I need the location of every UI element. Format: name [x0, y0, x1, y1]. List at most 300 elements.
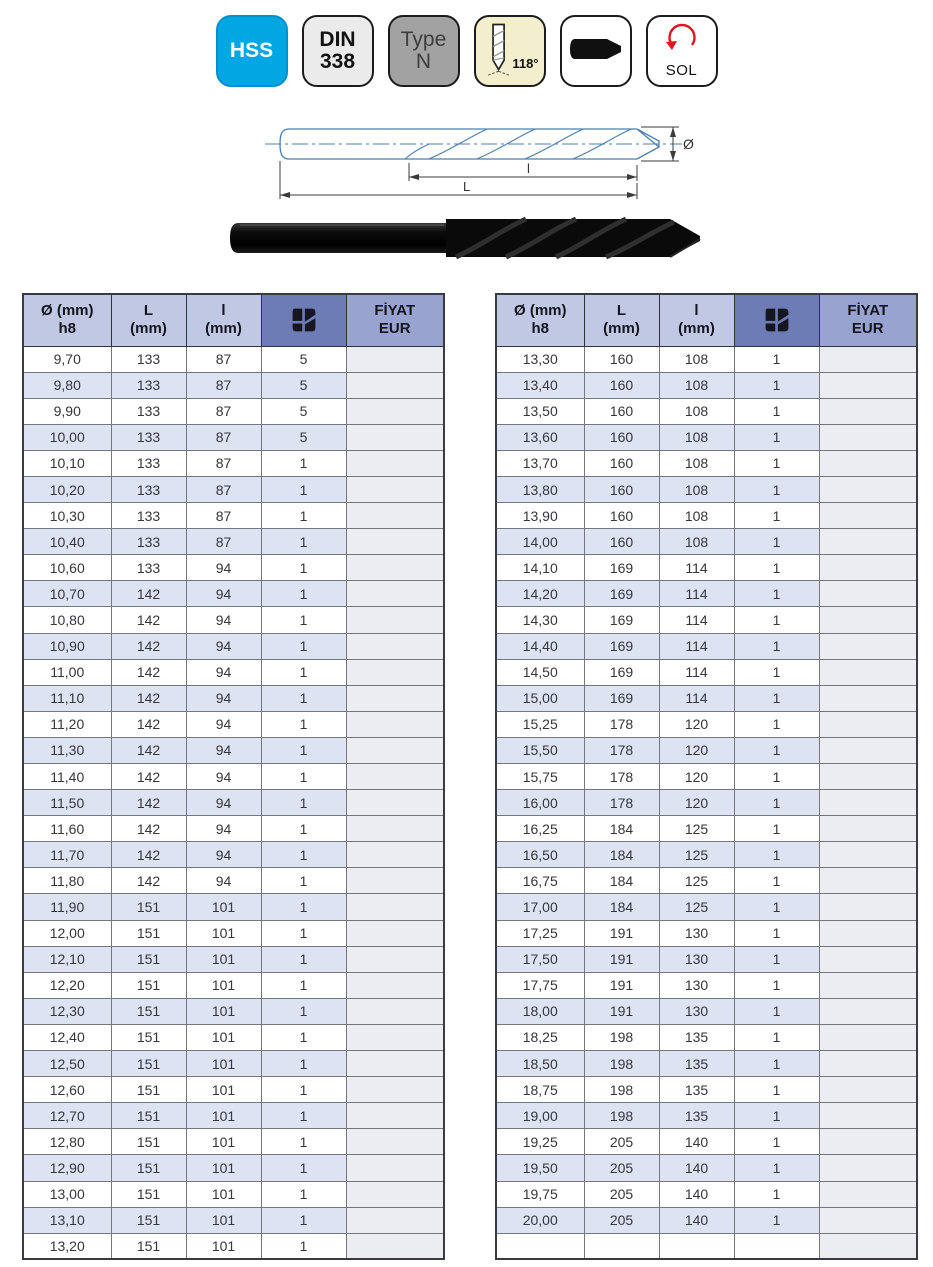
table-row [496, 737, 917, 763]
length-cell: 151 [111, 920, 186, 946]
length-cell: 142 [111, 607, 186, 633]
price-cell [346, 476, 444, 502]
flute-length-cell: 87 [186, 450, 261, 476]
din-338-badge [302, 15, 374, 87]
length-cell: 169 [584, 607, 659, 633]
pack-qty-cell: 1 [734, 476, 819, 502]
price-cell [819, 633, 917, 659]
flute-length-cell: 101 [186, 1129, 261, 1155]
length-cell: 133 [111, 555, 186, 581]
diameter-cell: 13,50 [496, 398, 584, 424]
length-cell: 198 [584, 1024, 659, 1050]
type-label-line2: N [415, 50, 432, 73]
diameter-cell: 19,50 [496, 1155, 584, 1181]
price-cell [346, 842, 444, 868]
pack-qty-cell: 1 [261, 790, 346, 816]
price-cell [346, 972, 444, 998]
diameter-cell: 14,30 [496, 607, 584, 633]
diameter-cell: 13,70 [496, 450, 584, 476]
table-row [23, 816, 444, 842]
table-row [496, 946, 917, 972]
diameter-cell: 12,70 [23, 1103, 111, 1129]
flute-length-cell: 94 [186, 816, 261, 842]
table-row [23, 1207, 444, 1233]
diameter-cell: 15,00 [496, 685, 584, 711]
price-cell [346, 1129, 444, 1155]
length-cell: 160 [584, 424, 659, 450]
price-cell [346, 346, 444, 372]
table-body-right [496, 346, 917, 1259]
flute-length-cell: 87 [186, 398, 261, 424]
table-row [23, 1077, 444, 1103]
price-cell [346, 1181, 444, 1207]
length-cell: 142 [111, 659, 186, 685]
diameter-cell: 10,80 [23, 607, 111, 633]
flute-length-cell: 140 [659, 1129, 734, 1155]
flute-length-cell: 101 [186, 1233, 261, 1259]
length-cell: 160 [584, 476, 659, 502]
price-cell [346, 737, 444, 763]
size-table-right [495, 293, 918, 1260]
flute-length-cell: 135 [659, 1051, 734, 1077]
table-row [496, 1103, 917, 1129]
diameter-cell: 18,75 [496, 1077, 584, 1103]
price-cell [819, 920, 917, 946]
pack-qty-cell: 1 [734, 1129, 819, 1155]
col-header-length: L (mm) [584, 294, 659, 346]
pack-qty-cell: 1 [734, 946, 819, 972]
pack-qty-cell: 1 [734, 555, 819, 581]
length-cell: 142 [111, 790, 186, 816]
table-row [23, 581, 444, 607]
flute-length-cell: 108 [659, 450, 734, 476]
table-row [496, 503, 917, 529]
price-cell [346, 424, 444, 450]
table-row [23, 1103, 444, 1129]
diameter-cell: 19,75 [496, 1181, 584, 1207]
length-cell: 160 [584, 503, 659, 529]
flute-length-cell: 94 [186, 659, 261, 685]
length-cell: 178 [584, 711, 659, 737]
col-header-price: FİYAT EUR [346, 294, 444, 346]
diameter-cell: 17,00 [496, 894, 584, 920]
pack-qty-cell: 1 [261, 1024, 346, 1050]
size-tables [0, 293, 933, 1260]
pack-qty-cell: 1 [261, 998, 346, 1024]
table-row [23, 1024, 444, 1050]
pack-qty-cell: 1 [734, 659, 819, 685]
length-cell: 151 [111, 946, 186, 972]
length-cell: 133 [111, 346, 186, 372]
table-row [23, 894, 444, 920]
length-cell: 184 [584, 842, 659, 868]
price-cell [819, 972, 917, 998]
pack-qty-cell: 1 [734, 972, 819, 998]
flute-length-cell: 87 [186, 503, 261, 529]
length-cell: 151 [111, 998, 186, 1024]
price-cell [346, 946, 444, 972]
flute-length-cell: 94 [186, 868, 261, 894]
length-cell: 133 [111, 503, 186, 529]
table-row [496, 346, 917, 372]
pack-qty-cell: 1 [261, 946, 346, 972]
price-cell [819, 450, 917, 476]
length-cell: 151 [111, 1233, 186, 1259]
table-row [496, 581, 917, 607]
table-row [496, 633, 917, 659]
diameter-cell: 18,50 [496, 1051, 584, 1077]
header-row [23, 294, 444, 346]
col-header-pack [261, 294, 346, 346]
diameter-cell: 13,20 [23, 1233, 111, 1259]
diameter-cell: 11,70 [23, 842, 111, 868]
length-cell: 205 [584, 1129, 659, 1155]
price-cell [346, 1207, 444, 1233]
col-header-diameter: Ø (mm) h8 [496, 294, 584, 346]
flute-length-cell: 94 [186, 633, 261, 659]
pack-qty-cell: 1 [261, 1129, 346, 1155]
length-cell: 142 [111, 816, 186, 842]
diameter-cell: 13,10 [23, 1207, 111, 1233]
pack-qty-cell: 1 [261, 607, 346, 633]
length-cell: 133 [111, 529, 186, 555]
length-cell: 133 [111, 450, 186, 476]
table-row [496, 1233, 917, 1259]
price-cell [819, 946, 917, 972]
pack-qty-cell [734, 1233, 819, 1259]
table-row [496, 685, 917, 711]
length-cell: 198 [584, 1103, 659, 1129]
length-cell: 151 [111, 1077, 186, 1103]
pack-qty-cell: 1 [734, 346, 819, 372]
pack-qty-cell: 1 [261, 476, 346, 502]
diameter-dim-label: Ø [682, 136, 694, 152]
price-cell [819, 476, 917, 502]
table-row [496, 1129, 917, 1155]
flute-length-cell: 87 [186, 372, 261, 398]
flute-length-cell: 101 [186, 1155, 261, 1181]
point-angle-label: 118° [512, 56, 539, 72]
price-cell [819, 555, 917, 581]
package-icon [262, 306, 346, 334]
flute-length-cell: 140 [659, 1155, 734, 1181]
pack-qty-cell: 1 [734, 711, 819, 737]
pack-qty-cell: 1 [734, 868, 819, 894]
table-row [23, 633, 444, 659]
diameter-cell: 14,10 [496, 555, 584, 581]
pack-qty-cell: 1 [734, 894, 819, 920]
table-row [496, 659, 917, 685]
pack-qty-cell: 1 [734, 737, 819, 763]
price-cell [819, 790, 917, 816]
pack-qty-cell: 1 [261, 1233, 346, 1259]
diameter-cell: 11,80 [23, 868, 111, 894]
diameter-cell: 11,20 [23, 711, 111, 737]
col-header-diameter: Ø (mm) h8 [23, 294, 111, 346]
flute-length-cell: 114 [659, 659, 734, 685]
diameter-cell: 10,40 [23, 529, 111, 555]
table-row [496, 529, 917, 555]
diameter-cell: 19,00 [496, 1103, 584, 1129]
table-row [496, 1155, 917, 1181]
price-cell [346, 1103, 444, 1129]
flute-length-cell: 114 [659, 607, 734, 633]
price-cell [346, 764, 444, 790]
length-cell: 169 [584, 685, 659, 711]
table-row [496, 398, 917, 424]
flute-length-cell: 114 [659, 581, 734, 607]
pack-qty-cell: 1 [734, 685, 819, 711]
table-row [23, 1051, 444, 1077]
flute-length-cell: 130 [659, 946, 734, 972]
price-cell [346, 920, 444, 946]
length-cell: 151 [111, 972, 186, 998]
table-row [23, 842, 444, 868]
pack-qty-cell: 1 [734, 1207, 819, 1233]
flute-length-cell: 94 [186, 737, 261, 763]
length-cell: 151 [111, 1051, 186, 1077]
length-cell: 191 [584, 946, 659, 972]
col-header-length: L (mm) [111, 294, 186, 346]
table-row [23, 711, 444, 737]
price-cell [819, 659, 917, 685]
price-cell [819, 1155, 917, 1181]
table-row [23, 346, 444, 372]
price-cell [346, 894, 444, 920]
price-cell [346, 1155, 444, 1181]
flute-length-cell: 94 [186, 790, 261, 816]
diameter-cell: 12,80 [23, 1129, 111, 1155]
header-row [496, 294, 917, 346]
diameter-cell: 10,00 [23, 424, 111, 450]
flute-length-cell: 114 [659, 555, 734, 581]
length-cell: 184 [584, 816, 659, 842]
flute-length-cell: 135 [659, 1103, 734, 1129]
diameter-cell [496, 1233, 584, 1259]
diameter-cell: 14,20 [496, 581, 584, 607]
table-row [23, 1129, 444, 1155]
flute-length-cell: 125 [659, 868, 734, 894]
price-cell [819, 1103, 917, 1129]
din-label-line1: DIN [319, 27, 356, 51]
price-cell [819, 1181, 917, 1207]
pack-qty-cell: 1 [261, 1155, 346, 1181]
length-cell: 205 [584, 1155, 659, 1181]
length-cell: 205 [584, 1181, 659, 1207]
pack-qty-cell: 1 [734, 1024, 819, 1050]
price-cell [819, 711, 917, 737]
diameter-cell: 16,50 [496, 842, 584, 868]
table-row [23, 972, 444, 998]
cylindrical-shank-badge [560, 15, 632, 87]
length-cell: 133 [111, 476, 186, 502]
table-body-left [23, 346, 444, 1259]
pack-qty-cell: 5 [261, 398, 346, 424]
pack-qty-cell: 1 [261, 1103, 346, 1129]
table-row [496, 1207, 917, 1233]
flute-length-cell: 101 [186, 1024, 261, 1050]
length-cell: 191 [584, 972, 659, 998]
diameter-cell: 12,40 [23, 1024, 111, 1050]
pack-qty-cell: 1 [734, 1051, 819, 1077]
table-row [23, 790, 444, 816]
diameter-cell: 11,10 [23, 685, 111, 711]
price-cell [819, 1233, 917, 1259]
shank-icon [570, 37, 622, 66]
table-row [496, 972, 917, 998]
price-cell [346, 633, 444, 659]
price-cell [819, 346, 917, 372]
price-cell [346, 581, 444, 607]
price-cell [819, 998, 917, 1024]
diameter-cell: 17,75 [496, 972, 584, 998]
diameter-cell: 13,90 [496, 503, 584, 529]
price-cell [346, 711, 444, 737]
pack-qty-cell: 1 [261, 555, 346, 581]
pack-qty-cell: 1 [261, 1077, 346, 1103]
price-cell [819, 737, 917, 763]
flute-length-cell: 120 [659, 764, 734, 790]
price-cell [819, 842, 917, 868]
col-header-price: FİYAT EUR [819, 294, 917, 346]
flute-length-cell: 125 [659, 894, 734, 920]
length-cell: 142 [111, 737, 186, 763]
flute-length-cell: 101 [186, 998, 261, 1024]
length-cell: 142 [111, 764, 186, 790]
diameter-cell: 9,90 [23, 398, 111, 424]
hss-label: HSS [229, 38, 274, 62]
flute-length-cell: 120 [659, 737, 734, 763]
flute-length-cell: 101 [186, 1103, 261, 1129]
length-cell: 160 [584, 450, 659, 476]
flute-length-cell: 108 [659, 346, 734, 372]
flute-length-cell [659, 1233, 734, 1259]
package-icon [735, 306, 819, 334]
flute-length-cell: 135 [659, 1024, 734, 1050]
flute-length-cell: 94 [186, 555, 261, 581]
table-row [23, 764, 444, 790]
pack-qty-cell: 1 [261, 659, 346, 685]
flute-length-cell: 108 [659, 424, 734, 450]
length-cell: 178 [584, 764, 659, 790]
length-cell: 160 [584, 346, 659, 372]
diameter-cell: 10,70 [23, 581, 111, 607]
table-row [23, 920, 444, 946]
pack-qty-cell: 5 [261, 372, 346, 398]
length-cell: 142 [111, 633, 186, 659]
flute-length-cell: 114 [659, 633, 734, 659]
price-cell [819, 816, 917, 842]
flute-length-cell: 94 [186, 842, 261, 868]
length-cell: 151 [111, 1129, 186, 1155]
drill-photo [0, 211, 933, 265]
flute-length-cell: 135 [659, 1077, 734, 1103]
length-cell: 191 [584, 998, 659, 1024]
pack-qty-cell: 1 [734, 529, 819, 555]
pack-qty-cell: 1 [734, 1181, 819, 1207]
length-cell: 142 [111, 842, 186, 868]
table-row [496, 607, 917, 633]
table-row [23, 998, 444, 1024]
price-cell [819, 398, 917, 424]
diameter-cell: 16,75 [496, 868, 584, 894]
diameter-cell: 15,50 [496, 737, 584, 763]
diameter-cell: 13,00 [23, 1181, 111, 1207]
table-row [496, 450, 917, 476]
flute-length-cell: 94 [186, 764, 261, 790]
pack-qty-cell: 1 [261, 894, 346, 920]
table-row [23, 737, 444, 763]
table-row [496, 894, 917, 920]
table-row [496, 424, 917, 450]
table-row [23, 946, 444, 972]
table-row [23, 398, 444, 424]
length-cell: 142 [111, 685, 186, 711]
table-row [23, 476, 444, 502]
pack-qty-cell: 1 [734, 1155, 819, 1181]
flute-length-cell: 87 [186, 476, 261, 502]
flute-length-cell: 130 [659, 998, 734, 1024]
pack-qty-cell: 1 [734, 424, 819, 450]
col-header-flute-length: l (mm) [659, 294, 734, 346]
pack-qty-cell: 1 [734, 372, 819, 398]
length-cell: 198 [584, 1051, 659, 1077]
flute-length-dim-label: l [526, 161, 530, 176]
diameter-cell: 12,60 [23, 1077, 111, 1103]
price-cell [346, 685, 444, 711]
price-cell [346, 555, 444, 581]
diameter-cell: 11,90 [23, 894, 111, 920]
diameter-cell: 12,90 [23, 1155, 111, 1181]
pack-qty-cell: 1 [261, 972, 346, 998]
price-cell [346, 790, 444, 816]
table-row [496, 1181, 917, 1207]
pack-qty-cell: 1 [261, 764, 346, 790]
diameter-cell: 18,00 [496, 998, 584, 1024]
diameter-cell: 12,10 [23, 946, 111, 972]
flute-length-cell: 101 [186, 920, 261, 946]
length-cell: 151 [111, 1155, 186, 1181]
flute-length-cell: 108 [659, 503, 734, 529]
table-row [23, 450, 444, 476]
pack-qty-cell: 1 [734, 503, 819, 529]
length-cell: 133 [111, 398, 186, 424]
length-cell: 205 [584, 1207, 659, 1233]
pack-qty-cell: 1 [261, 1051, 346, 1077]
price-cell [819, 894, 917, 920]
table-row [23, 607, 444, 633]
pack-qty-cell: 5 [261, 346, 346, 372]
table-row [496, 842, 917, 868]
price-cell [346, 1077, 444, 1103]
length-cell: 133 [111, 372, 186, 398]
price-cell [819, 372, 917, 398]
flute-length-cell: 130 [659, 972, 734, 998]
diameter-cell: 11,00 [23, 659, 111, 685]
diameter-cell: 10,10 [23, 450, 111, 476]
length-cell: 178 [584, 790, 659, 816]
price-cell [346, 1233, 444, 1259]
flute-length-cell: 94 [186, 607, 261, 633]
flute-length-cell: 101 [186, 1207, 261, 1233]
length-cell: 151 [111, 1103, 186, 1129]
length-cell: 198 [584, 1077, 659, 1103]
table-row [496, 1024, 917, 1050]
diameter-cell: 12,00 [23, 920, 111, 946]
table-row [496, 920, 917, 946]
table-row [23, 868, 444, 894]
pack-qty-cell: 1 [734, 633, 819, 659]
